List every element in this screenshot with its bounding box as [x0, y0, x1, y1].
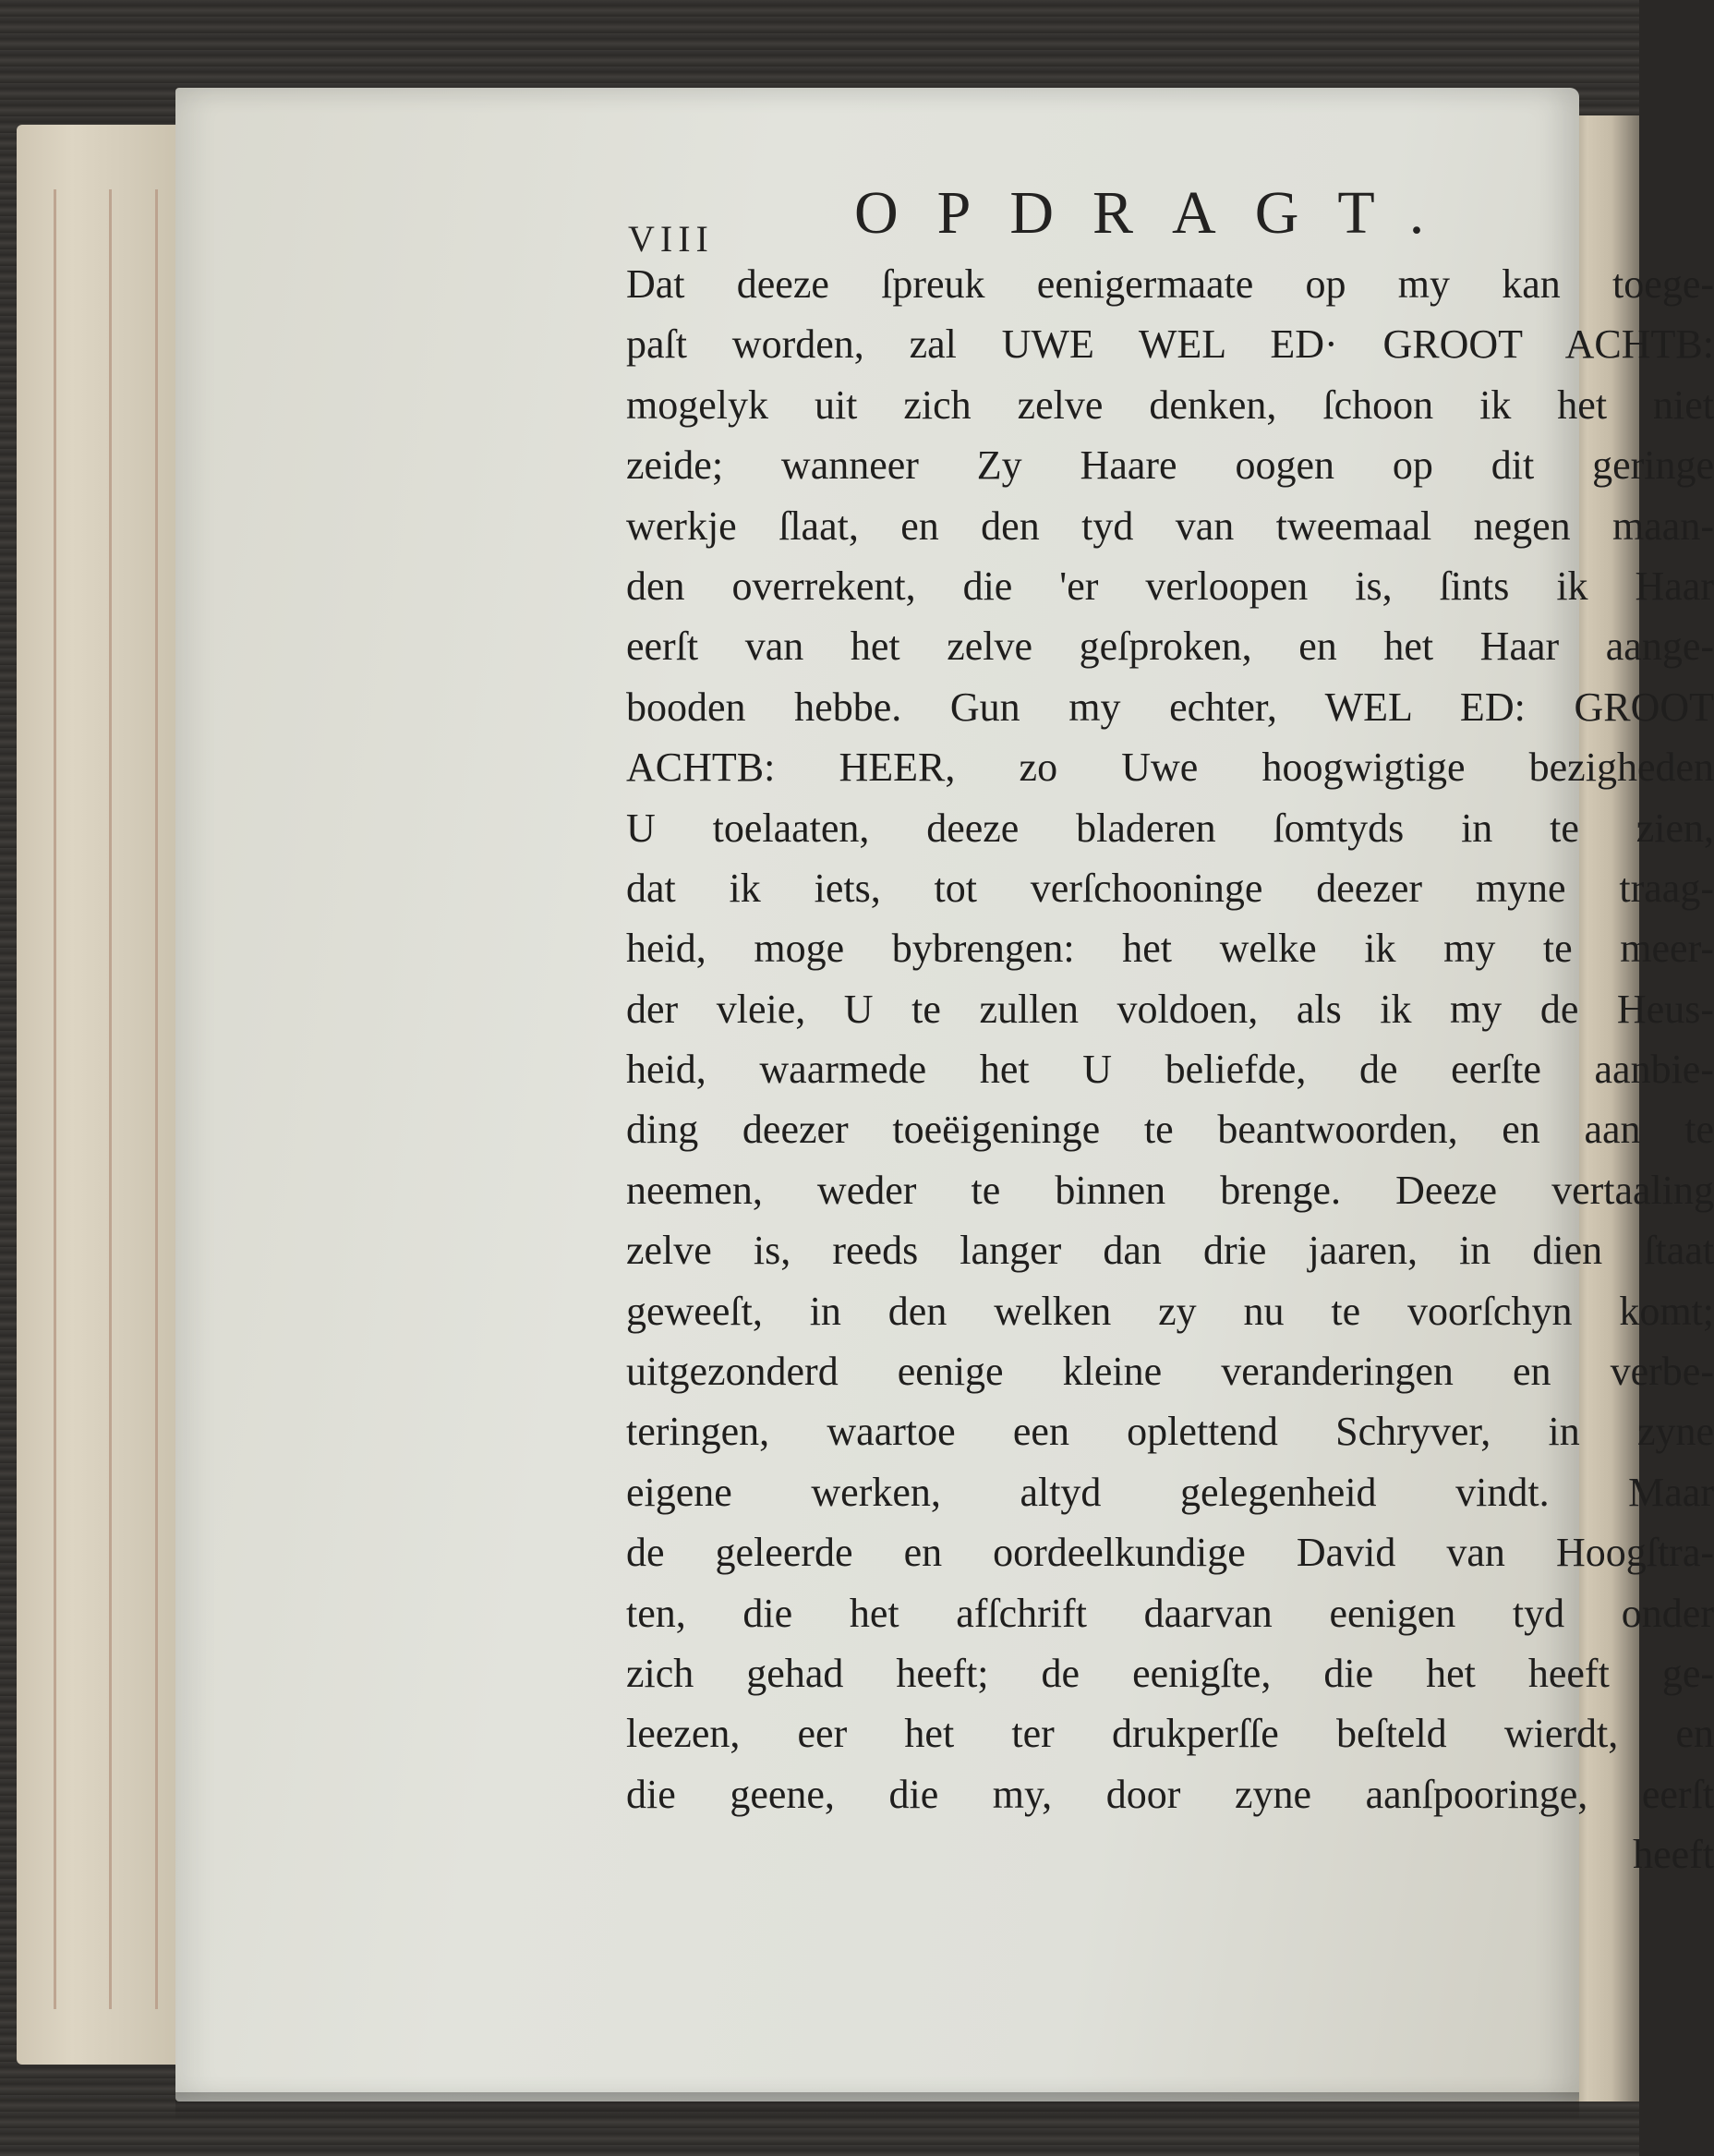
text-line: mogelyk uit zich zelve denken, ſchoon ik het niet [626, 382, 1714, 428]
page-shadow [175, 2092, 1579, 2120]
text-line: eigene werken, altyd gelegenheid vindt. Maar [626, 1469, 1714, 1515]
text-line: den overrekent, die 'er verloopen is, ſints ik Haar [626, 563, 1714, 609]
text-line: ACHTB: HEER, zo Uwe hoogwigtige bezigheden [626, 745, 1714, 791]
text-line: Dat deeze ſpreuk eenigermaate op my kan toege- [626, 261, 1714, 307]
page-edge-line [54, 189, 56, 2009]
page-number: VIII [628, 218, 714, 260]
book-page [175, 88, 1714, 2101]
text-line: dat ik iets, tot verſchooninge deezer myne traag- [626, 865, 1714, 911]
text-line: U toelaaten, deeze bladeren ſomtyds in te zien, [626, 805, 1714, 851]
text-line: die geene, die my, door zyne aanſpooringe, eerſt [626, 1771, 1714, 1817]
text-line: zelve is, reeds langer dan drie jaaren, in dien ſtaat [626, 1228, 1714, 1274]
text-line: zich gehad heeft; de eenigſte, die het heeft ge- [626, 1650, 1714, 1696]
text-line: paſt worden, zal UWE WEL ED· GROOT ACHTB: [626, 321, 1714, 368]
text-line: der vleie, U te zullen voldoen, als ik my de Heus- [626, 986, 1714, 1032]
left-page-edges [17, 125, 201, 2065]
text-line: booden hebbe. Gun my echter, WEL ED: GROOT [626, 684, 1714, 730]
text-line: neemen, weder te binnen brenge. Deeze vertaaling [626, 1167, 1714, 1213]
page-edge-line [109, 189, 112, 2009]
text-line: zeide; wanneer Zy Haare oogen op dit geringe [626, 442, 1714, 489]
text-line: ding deezer toeëigeninge te beantwoorden, en aan te [626, 1107, 1714, 1153]
text-line: teringen, waartoe een oplettend Schryver, in zyne [626, 1409, 1714, 1455]
text-line: geweeſt, in den welken zy nu te voorſchyn komt; [626, 1288, 1714, 1334]
open-book [0, 88, 1714, 2111]
text-line: eerſt van het zelve geſproken, en het Haar aange- [626, 624, 1714, 670]
text-line: uitgezonderd eenige kleine veranderingen en verbe- [626, 1349, 1714, 1395]
page-edge-line [155, 189, 158, 2009]
body-text [626, 254, 1714, 1885]
running-head: OPDRAGT. [854, 179, 1464, 247]
text-line: de geleerde en oordeelkundige David van Hoogſtra- [626, 1530, 1714, 1576]
text-line: heid, moge bybrengen: het welke ik my te meer- [626, 926, 1714, 972]
text-line: ten, die het afſchrift daarvan eenigen tyd onder [626, 1590, 1714, 1636]
catchword: heeft [1633, 1832, 1714, 1878]
text-line: werkje ſlaat, en den tyd van tweemaal negen maan- [626, 503, 1714, 549]
text-line: leezen, eer het ter drukperſſe beſteld wierdt, en [626, 1711, 1714, 1757]
text-line: heid, waarmede het U beliefde, de eerſte aanbie- [626, 1047, 1714, 1093]
